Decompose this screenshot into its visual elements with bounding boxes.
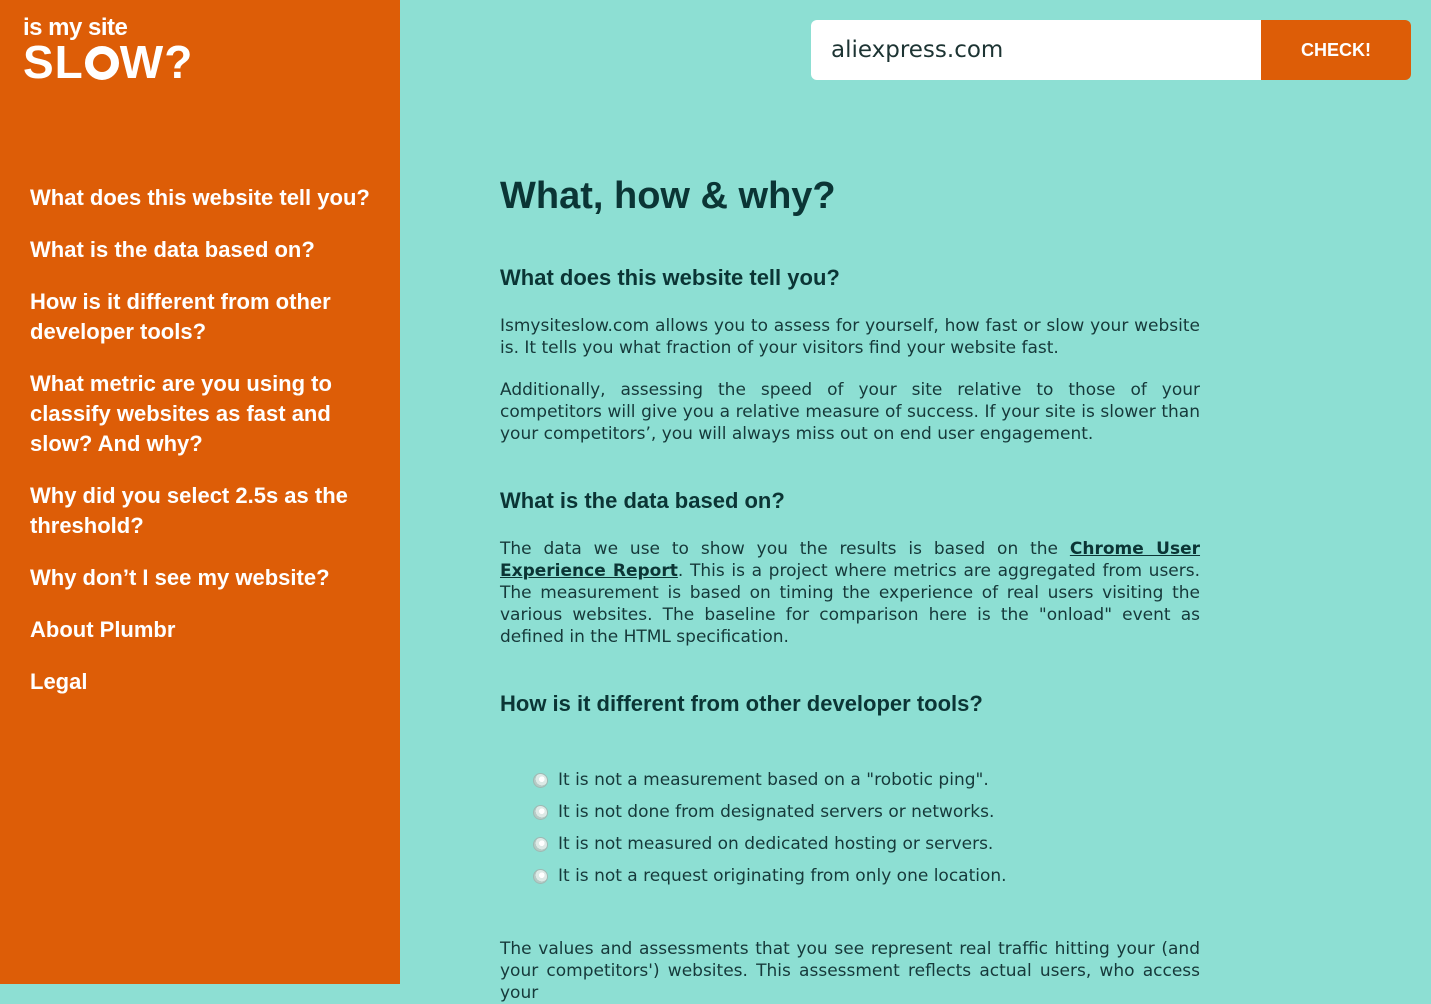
sidebar-nav [30, 183, 370, 719]
site-logo[interactable] [23, 14, 194, 88]
bullet-icon [533, 869, 548, 884]
logo-o-icon [85, 46, 119, 80]
list-item [500, 860, 1200, 892]
sidebar-item-different-from-tools[interactable]: How is it different from other developer tools? [30, 289, 331, 344]
page-title: What, how & why? [500, 175, 836, 217]
site-search-form [811, 20, 1411, 80]
sidebar-item-threshold[interactable]: Why did you select 2.5s as the threshold? [30, 483, 348, 538]
list-item-text: It is not a request originating from only one location. [558, 866, 1007, 886]
sidebar-item-data-based-on[interactable]: What is the data based on? [30, 237, 315, 262]
section-heading-tell-you: What does this website tell you? [500, 265, 840, 290]
list-item-text: It is not done from designated servers or networks. [558, 802, 995, 822]
sidebar-item-legal[interactable]: Legal [30, 669, 88, 694]
section-heading-data-based-on: What is the data based on? [500, 488, 785, 513]
main-content [500, 172, 1200, 1004]
bullet-icon [533, 837, 548, 852]
bullet-icon [533, 805, 548, 820]
sidebar-item-metric[interactable]: What metric are you using to classify websites as fast and slow? And why? [30, 371, 332, 456]
logo-line2-a: SL [23, 36, 84, 88]
bullet-list [500, 764, 1200, 892]
list-item [500, 828, 1200, 860]
paragraph-text: The data we use to show you the results is based on the [500, 539, 1070, 559]
chrome-ux-report-link[interactable]: Chrome User Experience Report [500, 539, 1201, 581]
bullet-icon [533, 773, 548, 788]
logo-line1: is my site [23, 14, 128, 41]
list-item [500, 796, 1200, 828]
section-paragraph: Ismysiteslow.com allows you to assess for yourself, how fast or slow your website is. It tells you what fraction of your visitors find your website fast. [500, 316, 1200, 358]
sidebar-item-dont-see-website[interactable]: Why don’t I see my website? [30, 565, 330, 590]
list-item [500, 764, 1200, 796]
check-button[interactable]: CHECK! [1261, 20, 1411, 80]
section-paragraph: The values and assessments that you see represent real traffic hitting your (and your competitors') websites. This assessment reflects actual users, who access your [500, 939, 1200, 1003]
section-paragraph [500, 538, 1200, 648]
sidebar-item-about-plumbr[interactable]: About Plumbr [30, 617, 176, 642]
paragraph-text: . This is a project where metrics are aggregated from users. The measurement is based on timing the experience of real users visiting the various websites. The baseline for comparison here is the "onload" event as defined in the HTML specification. [500, 561, 1201, 647]
list-item-text: It is not measured on dedicated hosting or servers. [558, 834, 994, 854]
logo-line2 [23, 36, 194, 88]
sidebar-item-what-does-this-website-tell-you[interactable]: What does this website tell you? [30, 185, 370, 210]
site-url-input[interactable] [811, 20, 1261, 80]
section-heading-different-tools: How is it different from other developer tools? [500, 691, 983, 716]
section-paragraph: Additionally, assessing the speed of your site relative to those of your competitors will give you a relative measure of success. If your site is slower than your competitors’, you will always miss out on end user engagement. [500, 380, 1200, 444]
logo-line2-b: W? [119, 36, 194, 88]
sidebar [0, 0, 400, 984]
list-item-text: It is not a measurement based on a "robotic ping". [558, 770, 989, 790]
